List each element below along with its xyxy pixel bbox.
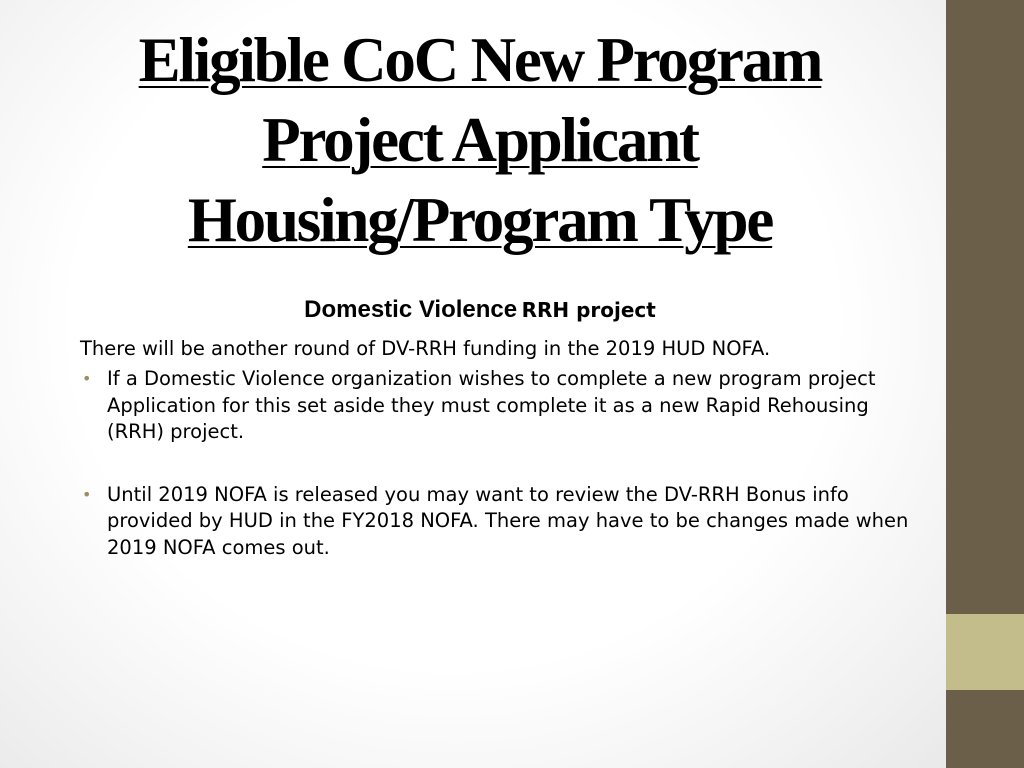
- intro-paragraph: There will be another round of DV-RRH funding in the 2019 HUD NOFA.: [80, 337, 771, 360]
- bullet-text: Until 2019 NOFA is released you may want to review the DV-RRH Bonus info provided by HUD in the FY2018 NOFA. There may have to be changes made when 2019 NOFA comes out.: [107, 482, 909, 559]
- decorative-side-bar-accent: [946, 614, 1024, 690]
- title-line-1: Eligible CoC New Program: [138, 25, 822, 95]
- bullet-dot-icon: •: [82, 369, 92, 388]
- bullet-dot-icon: •: [82, 484, 92, 504]
- bullet-item: [80, 366, 910, 446]
- subheading-part-a: Domestic Violence: [304, 296, 518, 323]
- bullet-item: [80, 482, 910, 562]
- bullet-text: If a Domestic Violence organization wishes to complete a new program project Application for this set aside they must complete it as a new Rapid Rehousing (RRH) project.: [107, 367, 876, 443]
- subheading-part-b: RRH project: [521, 298, 656, 322]
- title-line-3: Housing/Program Type: [187, 185, 773, 255]
- bullet-list: [80, 366, 910, 561]
- section-subheading: [80, 296, 880, 324]
- title-line-2: Project Applicant: [262, 105, 698, 175]
- slide-title: [60, 20, 900, 260]
